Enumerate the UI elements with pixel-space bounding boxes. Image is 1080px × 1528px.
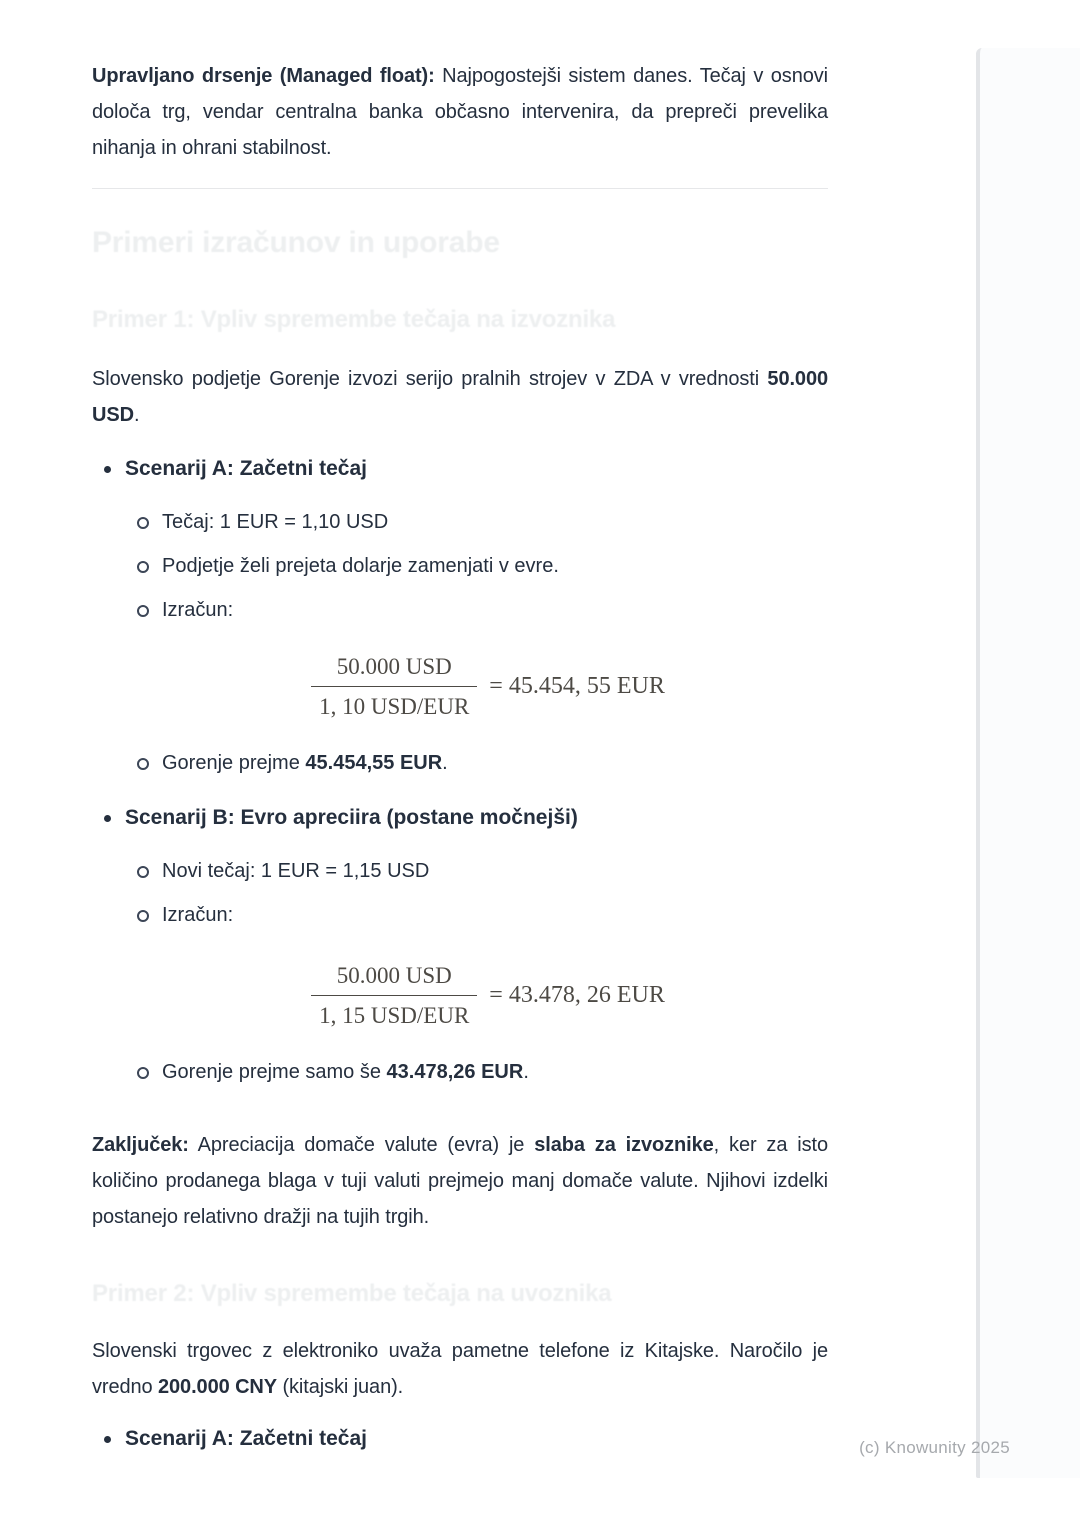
formula-result: = 45.454, 55 EUR [489, 673, 665, 699]
scenario-b-result-item [137, 1059, 828, 1085]
scenario-a-rate-text: Tečaj: 1 EUR = 1,10 USD [162, 511, 389, 533]
example1-intro-period: . [133, 404, 140, 426]
formula-scenario-a [120, 653, 856, 720]
formula-denominator: 1, 15 USD/EUR [319, 1003, 470, 1028]
bullet-circle-icon [137, 561, 149, 573]
fraction [311, 653, 477, 720]
bullet-circle-icon [137, 758, 149, 770]
section-divider [92, 188, 828, 189]
formula-denominator: 1, 10 USD/EUR [319, 694, 470, 719]
example1-heading: Primer 1: Vpliv spremembe tečaja na izvoznika [92, 306, 616, 333]
bullet-circle-icon [137, 910, 149, 922]
bullet-dot-icon [104, 1436, 111, 1443]
document-content [92, 58, 828, 1453]
scenario-b-rate-item [137, 858, 828, 884]
result-amount: 45.454,55 EUR [305, 752, 443, 774]
result-pre-text: Gorenje prejme [162, 752, 306, 774]
bullet-dot-icon [104, 815, 111, 822]
scenario-b-calc-item [137, 902, 828, 928]
example2-intro-paragraph [92, 1333, 828, 1405]
copyright-label: (c) Knowunity 2025 [859, 1438, 1010, 1457]
formula-result: = 43.478, 26 EUR [489, 982, 665, 1008]
formula-scenario-b [120, 962, 856, 1029]
conclusion-label: Zaključek: [92, 1134, 189, 1156]
formula-numerator: 50.000 USD [311, 962, 477, 996]
result-period: . [523, 1061, 529, 1083]
example1-intro-paragraph [92, 361, 828, 433]
bullet-circle-icon [137, 517, 149, 529]
intro-bold-label: Upravljano drsenje (Managed float): [92, 65, 435, 87]
intro-text: Najpogostejši sistem danes. Tečaj v osnovi določa trg, vendar centralna banka občasno intervenira, da prepreči prevelika nihanja in ohrani stabilnost. [92, 65, 828, 159]
example2-intro-tail: (kitajski juan). [277, 1376, 404, 1398]
scenario-b-rate-text: Novi tečaj: 1 EUR = 1,15 USD [162, 860, 430, 882]
scenario-b-calc-label: Izračun: [162, 904, 234, 926]
example2-heading: Primer 2: Vpliv spremembe tečaja na uvoznika [92, 1280, 612, 1307]
example1-intro-amount: 50.000 USD [92, 368, 828, 426]
bullet-circle-icon [137, 866, 149, 878]
example2-intro-amount: 200.000 CNY [158, 1376, 277, 1398]
result-period: . [442, 752, 448, 774]
conclusion-text-2: , ker za isto količino prodanega blaga v tuji valuti prejmejo manj domače valute. Njihovi izdelki postanejo relativno dražji na tujih trgih. [92, 1134, 828, 1228]
scenario-a-title: Scenarij A: Začetni tečaj [125, 457, 367, 480]
example2-intro-text: Slovenski trgovec z elektroniko uvaža pametne telefone iz Kitajske. Naročilo je vredno [92, 1340, 828, 1398]
result-amount: 43.478,26 EUR [386, 1061, 524, 1083]
example2-scenario-a-item [92, 1425, 828, 1453]
scenario-a-item [92, 455, 828, 483]
intro-paragraph [92, 58, 828, 166]
scenario-b-result-text [162, 1059, 529, 1085]
scenario-a-exchange-text: Podjetje želi prejeta dolarje zamenjati v evre. [162, 555, 559, 577]
scenario-b-title: Scenarij B: Evro apreciira (postane močnejši) [125, 806, 578, 829]
conclusion-paragraph [92, 1127, 828, 1235]
scenario-a-exchange-item [137, 553, 828, 579]
next-page-edge [976, 48, 1080, 1478]
fraction [311, 962, 477, 1029]
example2-scenario-a-title: Scenarij A: Začetni tečaj [125, 1427, 367, 1450]
conclusion-emphasis: slaba za izvoznike [534, 1134, 714, 1156]
formula-numerator: 50.000 USD [311, 653, 477, 687]
scenario-b-item [92, 804, 828, 832]
result-pre-text: Gorenje prejme samo še [162, 1061, 387, 1083]
conclusion-text-1: Apreciacija domače valute (evra) je [188, 1134, 535, 1156]
scenario-a-calc-item [137, 597, 828, 623]
scenario-a-result-text [162, 750, 448, 776]
example1-intro-text: Slovensko podjetje Gorenje izvozi serijo pralnih strojev v ZDA v vrednosti [92, 368, 768, 390]
scenario-a-result-item [137, 750, 828, 776]
bullet-circle-icon [137, 1067, 149, 1079]
scenario-a-rate-item [137, 509, 828, 535]
bullet-dot-icon [104, 466, 111, 473]
bullet-circle-icon [137, 605, 149, 617]
scenario-a-calc-label: Izračun: [162, 599, 234, 621]
section-heading: Primeri izračunov in uporabe [92, 226, 500, 259]
